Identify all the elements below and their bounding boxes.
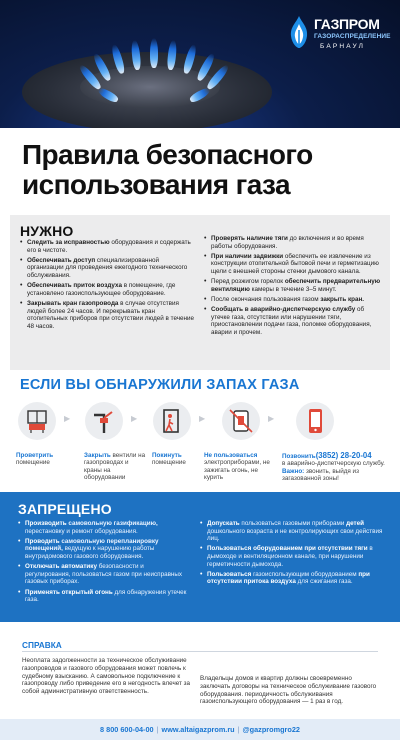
gas-smell-heading: ЕСЛИ ВЫ ОБНАРУЖИЛИ ЗАПАХ ГАЗА [20,377,300,393]
reference-text-right: Владельцы домов и квартир должны своевременно заключать договоры на техническое обслуживание газового оборудования. периодичность обслуживания газоиспользующего оборудования — 1 раз в год. [200,675,377,706]
list-item: • Обеспечивать доступ специализированной организации для проведения ежегодного технического обслуживания. [20,257,196,280]
need-section [10,215,390,370]
list-item: • Отключать автоматику безопасности и регулирования, пользоваться газом при неисправных газовых приборах. [18,563,190,586]
step-call-emergency: Позвонить(3852) 28-20-04 в аварийно-диспетчерскую службу. Важно: звонить, выйдя из загазованной зоны! [282,451,385,483]
step-ventilate: Проветрить помещение [16,452,54,467]
title-line-2: использования газа [22,169,290,200]
need-heading: НУЖНО [20,223,74,239]
gazprom-logo [286,14,391,64]
divider [22,651,378,652]
forbidden-heading: ЗАПРЕЩЕНО [18,501,112,517]
emergency-phone-number[interactable]: (3852) 28-20-04 [315,451,372,460]
step-close-valves: Закрыть вентили на газопроводах и краны на оборудовании [84,452,146,482]
list-item: • Допускать пользоваться газовыми приборами детей дошкольного возраста и не контролирующих свои действия лиц. [200,520,384,543]
reference-heading: СПРАВКА [22,640,62,650]
brand-city: БАРНАУЛ [320,43,366,50]
list-item: • Производить самовольную газификацию, перестановку и ремонт оборудования. [18,520,190,535]
list-item: • Применять открытый огонь для обнаружения утечек газа. [18,589,190,604]
no-electricity-icon [222,402,260,440]
brand-subtitle: ГАЗОРАСПРЕДЕЛЕНИЕ [314,33,391,40]
ventilate-icon [18,402,56,440]
exit-door-icon [153,402,191,440]
page-title [22,140,382,200]
list-item: • Проверять наличие тяги до включения и во время работы оборудования. [204,235,382,250]
gas-smell-steps [0,398,400,493]
chevron-right-icon: ▶ [268,414,275,423]
list-item: • Пользоваться оборудованием при отсутствии тяги в дымоходе и вентиляционном канале, при нарушении герметичности дымохода. [200,545,384,568]
title-line-1: Правила безопасного [22,139,313,170]
list-item: • При наличии задвижки обеспечить ее извлечение из конструкции отопительной бытовой печи и герметизацию щели с внешней стороны стенки дымового канала. [204,253,382,276]
phone-icon [296,402,334,440]
list-item: • Пользоваться газоиспользующим оборудованием при отсутствии притока воздуха для сжигания газа. [200,571,384,586]
need-right-list [204,235,382,339]
step-leave-room: Покинуть помещение [152,452,186,467]
list-item: • Сообщать в аварийно-диспетчерскую службу об утечке газа, отсутствии или нарушении тяги, приостановлении подачи газа, поломке оборудования, аварии и прочем. [204,306,382,336]
chevron-right-icon: ▶ [64,414,71,423]
list-item: • Обеспечивать приток воздуха в помещение, где установлено газоиспользующее оборудование. [20,282,196,297]
footer [0,719,400,740]
chevron-right-icon: ▶ [131,414,138,423]
list-item: • Проводить самовольную перепланировку помещений, ведущую к нарушению работы внутридомового газового оборудования. [18,538,190,561]
gazprom-flame-icon [286,14,312,50]
step-no-electricity: Не пользоваться электроприборами, не зажигать огонь, не курить [204,452,270,482]
forbidden-section [0,492,400,622]
forbidden-right-list [200,520,384,589]
forbidden-left-list [18,520,190,606]
footer-social-link[interactable]: @gazpromgro22 [242,725,300,734]
flame [150,38,158,68]
list-item: • Следить за исправностью оборудования и содержать его в чистоте. [20,239,196,254]
footer-phone[interactable]: 8 800 600-04-00 [100,725,154,734]
list-item: • Перед розжигом горелок обеспечить предварительную вентиляцию камеры в течение 3–5 минут. [204,278,382,293]
reference-text-left: Неоплата задолженности за техническое обслуживание газопроводов и газового оборудования может повлечь к судебному взысканию. А самовольное подключение к газопроводу либо приведение его в негодность влечет за собой административную ответственность. [22,657,191,696]
list-item: • Закрывать кран газопровода в случае отсутствия людей более 24 часов. И перекрывать кран отопительных приборов при отсутствии людей в течение 48 часов. [20,300,196,330]
chevron-right-icon: ▶ [199,414,206,423]
separator: | [237,725,240,734]
valve-icon [85,402,123,440]
brand-name: ГАЗПРОМ [314,16,380,32]
separator: | [156,725,159,734]
need-left-list [20,239,196,333]
hero-image [0,0,400,128]
footer-site-link[interactable]: www.altaigazprom.ru [161,725,235,734]
list-item: • После окончания пользования газом закрыть кран. [204,296,382,304]
